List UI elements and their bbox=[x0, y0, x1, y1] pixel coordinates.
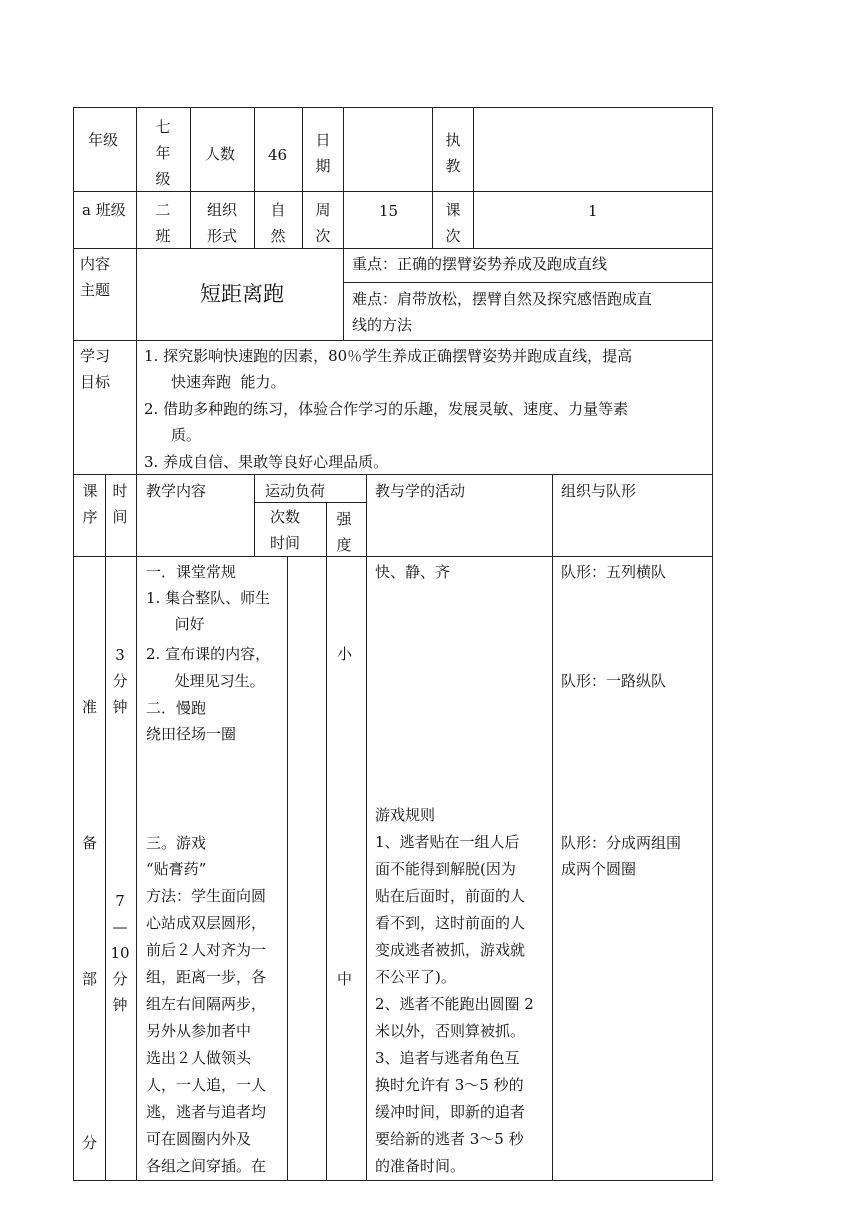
org-label: 组织 形式 bbox=[206, 201, 237, 245]
col-line bbox=[105, 474, 106, 1180]
content-line: 三。游戏 bbox=[146, 834, 207, 852]
content-line: 1. 集合整队、师生 bbox=[146, 589, 271, 607]
content-label: 内容 主题 bbox=[80, 255, 111, 299]
col-time: 时 间 bbox=[112, 482, 128, 526]
row-line bbox=[73, 1180, 713, 1181]
section-char: 部 bbox=[82, 970, 98, 988]
row-line bbox=[73, 340, 713, 341]
content-line: 逃，逃者与追者均 bbox=[146, 1103, 267, 1121]
formation-1: 队形：五列横队 bbox=[561, 563, 667, 581]
col-line bbox=[473, 107, 474, 249]
content-line: 前后２人对齐为一 bbox=[146, 941, 267, 959]
col-activities: 教与学的活动 bbox=[375, 482, 466, 500]
row-line bbox=[73, 107, 713, 108]
col-line bbox=[343, 248, 344, 340]
activity-line: 3、追者与逃者角色互 bbox=[375, 1049, 520, 1067]
topic-title: 短距离跑 bbox=[200, 282, 284, 306]
lesson-value: 1 bbox=[588, 202, 598, 220]
activity-line: 缓冲时间，即新的追者 bbox=[375, 1103, 526, 1121]
formation-3-line-1: 队形：分成两组围 bbox=[561, 834, 682, 852]
col-line bbox=[366, 474, 367, 1180]
activity-line: 的准备时间。 bbox=[375, 1157, 466, 1175]
class-label: a 班级 bbox=[82, 201, 126, 219]
content-line: 绕田径场一圈 bbox=[146, 725, 237, 743]
activity-line: 要给新的逃者 3～5 秒 bbox=[375, 1130, 524, 1148]
activity-line: 看不到，这时前面的人 bbox=[375, 914, 526, 932]
col-content: 教学内容 bbox=[146, 482, 207, 500]
section-char: 备 bbox=[82, 834, 98, 852]
col-order: 课 序 bbox=[82, 482, 98, 526]
activity-line: 1、逃者贴在一组人后 bbox=[375, 833, 520, 851]
week-label: 周 次 bbox=[315, 201, 331, 245]
activity-line: 变成逃者被抓，游戏就 bbox=[375, 941, 526, 959]
content-line: 各组之间穿插。在 bbox=[146, 1157, 267, 1175]
col-line bbox=[136, 248, 137, 474]
activity-line: 面不能得到解脱(因为 bbox=[375, 860, 516, 878]
col-line bbox=[552, 474, 553, 1180]
intensity-1: 小 bbox=[337, 645, 353, 663]
content-line: 心站成双层圆形， bbox=[146, 914, 267, 932]
col-load: 运动负荷 bbox=[265, 482, 326, 500]
objective-1-line-2: 快速奔跑 能力。 bbox=[171, 373, 286, 391]
grade-label: 年级 bbox=[88, 131, 119, 149]
content-line: 方法：学生面向圆 bbox=[146, 887, 267, 905]
col-line bbox=[190, 107, 191, 249]
col-intensity: 强 度 bbox=[336, 510, 352, 554]
col-line bbox=[343, 107, 344, 249]
objective-1-line-1: 1. 探究影响快速跑的因素，80％学生养成正确摆臂姿势并跑成直线，提高 bbox=[144, 347, 633, 365]
content-line: “贴膏药” bbox=[146, 860, 207, 878]
objective-2-line-1: 2. 借助多种跑的练习，体验合作学习的乐趣，发展灵敏、速度、力量等素 bbox=[144, 400, 629, 418]
formation-2: 队形：一路纵队 bbox=[561, 672, 667, 690]
activity-1: 快、静、齐 bbox=[375, 563, 451, 581]
org-value: 自 然 bbox=[270, 201, 286, 245]
col-line bbox=[254, 107, 255, 249]
activity-line: 游戏规则 bbox=[375, 806, 436, 824]
key-point: 重点：正确的摆臂姿势养成及跑成直线 bbox=[352, 255, 608, 273]
difficulty-line-2: 线的方法 bbox=[352, 316, 413, 334]
content-line: 二．慢跑 bbox=[146, 699, 207, 717]
content-line: 人，一人追，一人 bbox=[146, 1076, 267, 1094]
col-line bbox=[254, 474, 255, 556]
count-label: 人数 bbox=[205, 145, 236, 163]
section-char: 分 bbox=[82, 1134, 98, 1152]
col-line bbox=[326, 502, 327, 556]
content-line: 2. 宣布课的内容， bbox=[146, 645, 271, 663]
time-1: 3 分 钟 bbox=[112, 646, 128, 716]
content-line: 可在圆圈内外及 bbox=[146, 1130, 252, 1148]
teacher-label: 执 教 bbox=[445, 131, 461, 175]
objectives-label: 学习 目标 bbox=[80, 347, 111, 391]
class-value: 二 班 bbox=[155, 201, 171, 245]
activity-line: 米以外，否则算被抓。 bbox=[375, 1022, 526, 1040]
col-line bbox=[302, 107, 303, 249]
grade-value: 七 年 级 bbox=[155, 118, 171, 188]
activity-line: 贴在后面时，前面的人 bbox=[375, 887, 526, 905]
content-line: 选出２人做领头 bbox=[146, 1049, 252, 1067]
content-line: 问好 bbox=[146, 615, 205, 633]
content-line: 另外从参加者中 bbox=[146, 1022, 252, 1040]
difficulty-line-1: 难点：肩带放松，摆臂自然及探究感悟跑成直 bbox=[352, 290, 653, 308]
col-line bbox=[712, 107, 713, 1181]
row-line bbox=[343, 282, 713, 283]
col-line bbox=[287, 556, 288, 1180]
content-line: 处理见习生。 bbox=[146, 672, 265, 690]
intensity-2: 中 bbox=[337, 970, 353, 988]
col-line bbox=[73, 107, 74, 1181]
col-line bbox=[136, 107, 137, 249]
lesson-label: 课 次 bbox=[445, 201, 461, 245]
col-line bbox=[326, 556, 327, 1180]
content-line: 一．课堂常规 bbox=[146, 563, 237, 581]
col-line bbox=[136, 474, 137, 1180]
section-char: 准 bbox=[82, 698, 98, 716]
objective-3: 3. 养成自信、果敢等良好心理品质。 bbox=[144, 453, 389, 471]
week-value: 15 bbox=[379, 202, 399, 220]
activity-line: 2、逃者不能跑出圆圈 2 bbox=[375, 995, 534, 1013]
objective-2-line-2: 质。 bbox=[171, 426, 202, 444]
content-line: 组左右间隔两步， bbox=[146, 995, 267, 1013]
row-line bbox=[73, 556, 713, 557]
date-label: 日 期 bbox=[315, 131, 331, 175]
activity-line: 换时允许有 3～5 秒的 bbox=[375, 1076, 524, 1094]
formation-3-line-2: 成两个圆圈 bbox=[561, 860, 637, 878]
time-2: 7 — 10 分 钟 bbox=[110, 892, 130, 1014]
activity-line: 不公平了)。 bbox=[375, 968, 456, 986]
content-line: 组，距离一步，各 bbox=[146, 968, 267, 986]
count-value: 46 bbox=[268, 146, 288, 164]
col-formation: 组织与队形 bbox=[561, 482, 637, 500]
col-line bbox=[432, 107, 433, 249]
col-count-time: 次数 时间 bbox=[269, 508, 300, 552]
